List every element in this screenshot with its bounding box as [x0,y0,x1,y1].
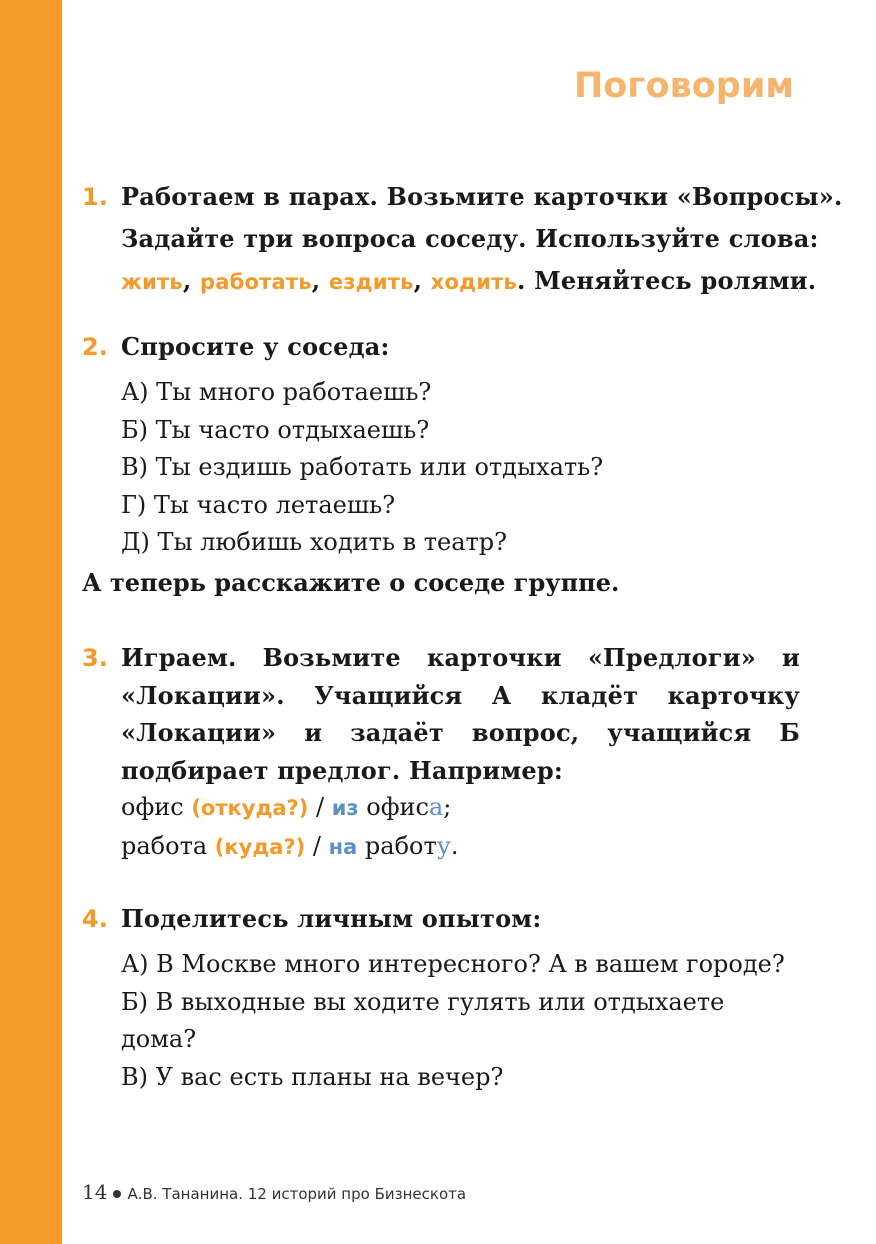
separator: , [413,266,431,295]
instruction-ending: . Меняйтесь ролями. [517,266,817,295]
task-instruction [121,176,843,303]
example-line [121,789,800,828]
list-item: Г) Ты часто летаешь? [121,490,396,519]
footer-citation: А.В. Тананина. 12 историй про Бизнескота [127,1185,467,1203]
keyword: ходить [430,270,518,294]
example-tail: . [450,831,459,860]
list-item: А) Ты много работаешь? [121,378,432,406]
list-item: А) В Москве много интересного? А в вашем городе? [121,950,785,978]
keyword: работать [200,270,312,294]
task-number: 2. [82,333,108,361]
example-line [121,828,800,867]
list-item: Б) Ты часто отдыхаешь? [121,415,430,444]
example-word: офис [121,793,192,821]
example-ending: у [436,831,451,860]
examples [121,789,800,866]
list-item: Б) В выходные вы ходите гулять или отдыхаете дома? [121,987,725,1053]
instruction-line [121,260,817,303]
separator: , [311,266,329,295]
question-list [121,946,800,1096]
keyword: жить [121,270,183,294]
example-question: (откуда?) [191,796,309,820]
example-stem: работ [357,831,437,860]
instruction-line: Задайте три вопроса соседу. Используйте слова: [121,224,819,253]
example-tail: ; [443,793,452,821]
example-slash: / [308,793,332,821]
example-ending: а [428,793,444,821]
list-item: Д) Ты любишь ходить в театр? [121,528,508,556]
keyword: ездить [328,270,414,294]
list-item: В) У вас есть планы на вечер? [121,1062,504,1091]
task-summary: А теперь расскажите о соседе группе. [82,568,620,597]
instruction-line: Работаем в парах. Возьмите карточки «Вопросы». [121,182,843,211]
example-question: (куда?) [214,834,306,859]
task-4 [82,898,800,1096]
task-2 [82,326,800,562]
task-instruction: Играем. Возьмите карточки «Предлоги» и «Локации». Учащийся А кладёт карточку «Локации» и задаёт вопрос, учащийся Б подбирает предлог. Например: [121,643,800,785]
page-number: 14 [82,1180,108,1204]
page-title: Поговорим [573,66,794,106]
task-number: 4. [82,905,108,933]
task-number: 3. [82,644,108,672]
task-heading: Спросите у соседа: [121,332,390,361]
page-footer [82,1180,466,1204]
example-preposition: на [328,834,358,859]
task-number: 1. [82,183,108,211]
orange-side-bar [0,0,62,1244]
bullet-icon [113,1190,121,1198]
task-3 [82,637,800,866]
example-stem: офис [358,793,429,821]
list-item: В) Ты ездишь работать или отдыхать? [121,453,604,481]
task-1 [82,176,843,303]
question-list [121,374,800,562]
example-word: работа [121,831,215,860]
task-heading: Поделитесь личным опытом: [121,904,542,933]
example-slash: / [305,831,329,860]
example-preposition: из [331,796,359,820]
separator: , [182,266,200,295]
